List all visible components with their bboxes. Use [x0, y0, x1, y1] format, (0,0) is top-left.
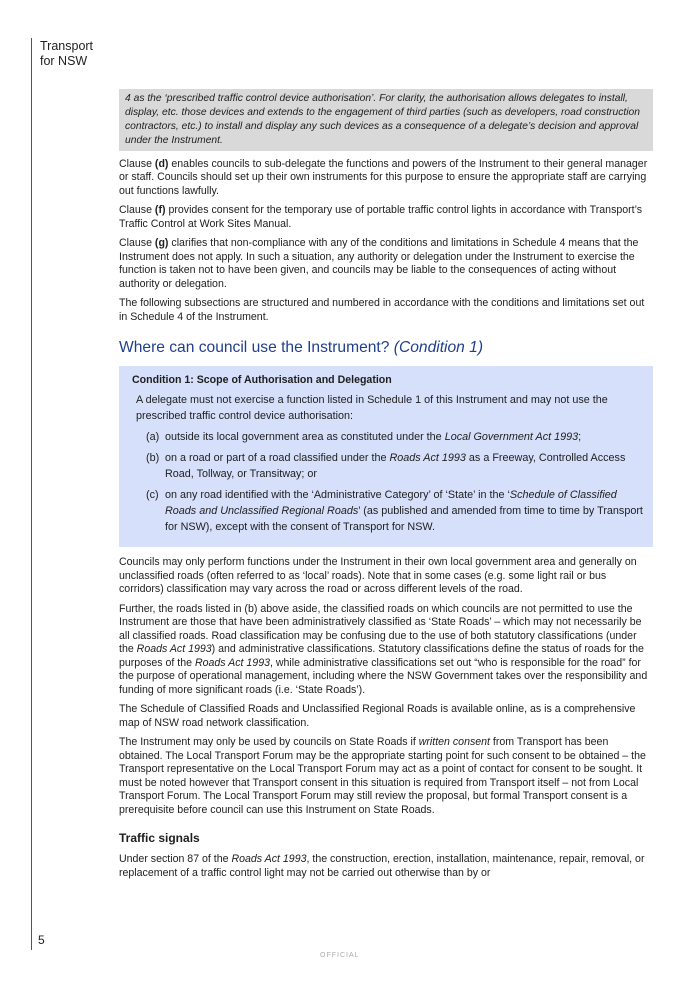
logo-line-2: for NSW	[40, 54, 88, 68]
traffic-signals-paragraph: Under section 87 of the Roads Act 1993, the construction, erection, installation, maintenance, repair, removal, or replacement of a traffic control light may not be carried out otherwise than by or	[119, 853, 645, 879]
clause-g-paragraph: Clause (g) clarifies that non-compliance with any of the conditions and limitations in Schedule 4 means that the Instrument does not apply. In such a situation, any authority or delegation under the Instrument to exercise the function is taken not to have been given, and councils may be liable to the consequences of acting without authority or delegation.	[119, 237, 639, 290]
quoted-authorisation-text: 4 as the ‘prescribed traffic control device authorisation’. For clarity, the authorisation allows delegates to install, display, etc. those devices and extends to the engagement of third parties (such as developers, road construction contractors, etc.) to install and display any such devices as a consequence of a delegate’s decision and approval under the Instrument.	[119, 89, 653, 151]
condition-item-b: (b) on a road or part of a road classified under the Roads Act 1993 as a Freeway, Controlled Access Road, Tollway, or Transitway; or	[146, 452, 626, 481]
subsections-paragraph: The following subsections are structured and numbered in accordance with the conditions and limitations set out in Schedule 4 of the Instrument.	[119, 297, 645, 323]
condition-item-c: (c) on any road identified with the ‘Administrative Category’ of ‘State’ in the ‘Schedule of Classified Roads and Unclassified Regional Roads’ (as published and amended from time to time by Transport for NSW), except with the consent of Transport for NSW.	[146, 489, 643, 534]
transport-for-nsw-logo	[40, 39, 93, 69]
clause-f-label: (f)	[154, 204, 166, 217]
schedule-paragraph: The Schedule of Classified Roads and Unclassified Regional Roads is available online, as is a comprehensive map of NSW road network classification.	[119, 703, 636, 729]
sidebar-divider	[31, 38, 32, 950]
document-body	[119, 89, 653, 886]
consent-paragraph: The Instrument may only be used by councils on State Roads if written consent from Transport has been obtained. The Local Transport Forum may be the appropriate starting point for such consent to be obtained – the Transport representative on the Local Transport Forum may act as a point of contact for consent to be sought. It must be noted however that Transport consent in this situation is required from Transport itself – not from Local Transport Forum. The Local Transport Forum may still review the proposal, but formal Transport consent is a prerequisite before council can use this Instrument on State Roads.	[119, 736, 646, 816]
footer-marking: OFFICIAL	[320, 952, 360, 959]
page-number: 5	[38, 933, 45, 947]
condition-intro: A delegate must not exercise a function listed in Schedule 1 of this Instrument and may not use the prescribed traffic control device authorisation:	[136, 394, 608, 423]
logo-line-1: Transport	[40, 39, 94, 53]
local-roads-paragraph: Councils may only perform functions under the Instrument in their own local government area and generally on unclassified roads (often referred to as ‘local’ roads). Note that in some cases (e.g. some light rail or bus corridors) classification may vary across the road or across different levels of the road.	[119, 556, 637, 596]
clause-d-paragraph: Clause (d) enables councils to sub-delegate the functions and powers of the Instrument to their general manager or staff. Councils should set up their own instruments for this purpose to ensure the appropriate staff are carrying out functions lawfully.	[119, 157, 648, 197]
clause-f-paragraph: Clause (f) provides consent for the temporary use of portable traffic control lights in accordance with Transport’s Traffic Control at Work Sites Manual.	[119, 204, 643, 230]
section-heading: Where can council use the Instrument? (Condition 1)	[119, 339, 484, 357]
further-paragraph: Further, the roads listed in (b) above aside, the classified roads on which councils are not permitted to use the Instrument are those that have been administratively classified as ‘State Roads’ – which may not necessarily be all classified roads. Road classification may be confusing due to the use of both statutory classifications (under the Roads Act 1993) and administrative classifications. Statutory classifications define the status of roads for the purposes of the Roads Act 1993, while administrative classifications set out “who is responsible for the road” for the purpose of operational management, including where the NSW Government takes over the responsibility and funding of more significant roads (i.e. ‘State Roads’).	[119, 602, 648, 696]
traffic-signals-heading: Traffic signals	[119, 831, 200, 846]
condition-item-a: (a) outside its local government area as constituted under the Local Government Act 1993;	[146, 431, 582, 444]
clause-g-label: (g)	[154, 237, 169, 250]
section-heading-condition: (Condition 1)	[393, 339, 484, 357]
clause-d-label: (d)	[154, 157, 169, 170]
condition-title: Condition 1: Scope of Authorisation and Delegation	[132, 374, 392, 387]
condition-1-box	[119, 366, 653, 547]
